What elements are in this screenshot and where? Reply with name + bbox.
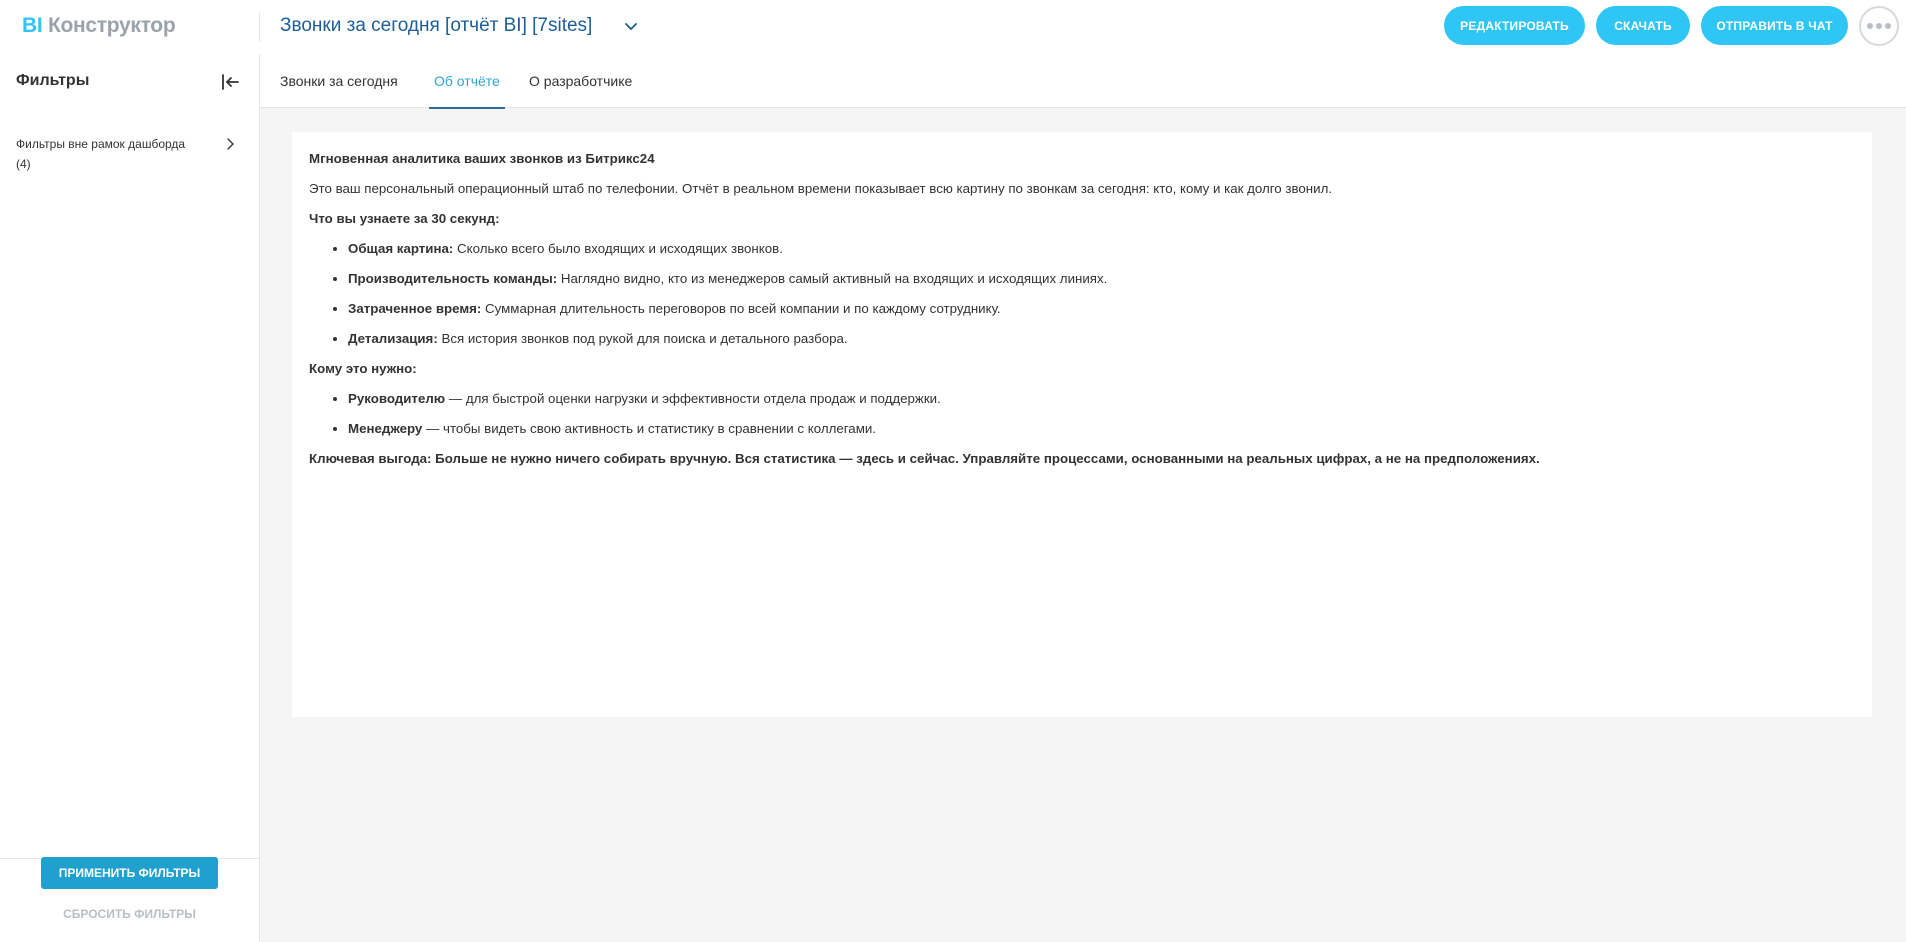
who-list: [348, 390, 1855, 438]
logo-text: Конструктор: [47, 14, 176, 37]
list-item-term: Детализация:: [348, 331, 438, 346]
list-item-text: Сколько всего было входящих и исходящих звонков.: [453, 241, 783, 256]
chevron-down-icon[interactable]: [623, 18, 639, 34]
list-item: [348, 300, 1855, 318]
tab-calls-today[interactable]: Звонки за сегодня: [280, 73, 398, 89]
list-item-text: Вся история звонков под рукой для поиска и детального разбора.: [437, 331, 848, 346]
outside-filters-label: Фильтры вне рамок дашборда: [16, 137, 186, 151]
app-logo[interactable]: [22, 14, 175, 38]
collapse-sidebar-icon[interactable]: [219, 71, 241, 93]
more-options-button[interactable]: [1859, 6, 1899, 46]
tab-bar: [260, 54, 1906, 108]
list-item-term: Общая картина:: [348, 241, 454, 256]
more-dot-icon: [1867, 23, 1873, 29]
filters-sidebar: [0, 54, 260, 942]
list-item-term: Производительность команды:: [348, 271, 558, 286]
description-intro: Это ваш персональный операционный штаб по телефонии. Отчёт в реальном времени показывает всю картину по звонкам за сегодня: кто, кому и как долго звонил.: [309, 181, 1333, 196]
send-to-chat-button[interactable]: ОТПРАВИТЬ В ЧАТ: [1701, 6, 1848, 45]
who-heading: Кому это нужно:: [309, 361, 417, 376]
report-description-card: [292, 132, 1872, 717]
list-item-text: Суммарная длительность переговоров по всей компании и по каждому сотруднику.: [481, 301, 1001, 316]
header-divider: [259, 12, 260, 42]
list-item-term: Руководителю: [348, 391, 446, 406]
description-heading: Мгновенная аналитика ваших звонков из Битрикс24: [309, 151, 655, 166]
apply-filters-button[interactable]: ПРИМЕНИТЬ ФИЛЬТРЫ: [41, 857, 218, 889]
tab-about-report[interactable]: Об отчёте: [429, 54, 505, 108]
list-item-term: Затраченное время:: [348, 301, 482, 316]
reset-filters-button[interactable]: СБРОСИТЬ ФИЛЬТРЫ: [63, 907, 196, 921]
list-item: [348, 420, 1855, 438]
outside-dashboard-filters[interactable]: [16, 134, 241, 174]
tab-about-developer[interactable]: О разработчике: [529, 73, 633, 89]
edit-button[interactable]: РЕДАКТИРОВАТЬ: [1444, 6, 1585, 45]
list-item-text: Наглядно видно, кто из менеджеров самый активный на входящих и исходящих линиях.: [557, 271, 1108, 286]
more-dot-icon: [1876, 23, 1882, 29]
learn-heading: Что вы узнаете за 30 секунд:: [309, 211, 500, 226]
list-item-text: — чтобы видеть свою активность и статистику в сравнении с коллегами.: [422, 421, 876, 436]
list-item-text: — для быстрой оценки нагрузки и эффективности отдела продаж и поддержки.: [445, 391, 941, 406]
chevron-right-icon: [223, 137, 237, 151]
list-item: [348, 330, 1855, 348]
top-bar: [0, 0, 1906, 54]
list-item: [348, 270, 1855, 288]
list-item: [348, 240, 1855, 258]
more-dot-icon: [1885, 23, 1891, 29]
outside-filters-count: (4): [16, 157, 31, 171]
key-benefit: Ключевая выгода: Больше не нужно ничего собирать вручную. Вся статистика — здесь и сейчас. Управляйте процессами, основанными на реальных цифрах, а не на предположениях.: [309, 451, 1540, 466]
list-item-term: Менеджеру: [348, 421, 423, 436]
list-item: [348, 390, 1855, 408]
logo-bi: BI: [22, 14, 43, 37]
download-button[interactable]: СКАЧАТЬ: [1596, 6, 1690, 45]
main-content: [260, 54, 1906, 942]
report-title[interactable]: Звонки за сегодня [отчёт BI] [7sites]: [280, 15, 593, 36]
learn-list: [348, 240, 1855, 348]
sidebar-title: Фильтры: [16, 72, 90, 89]
